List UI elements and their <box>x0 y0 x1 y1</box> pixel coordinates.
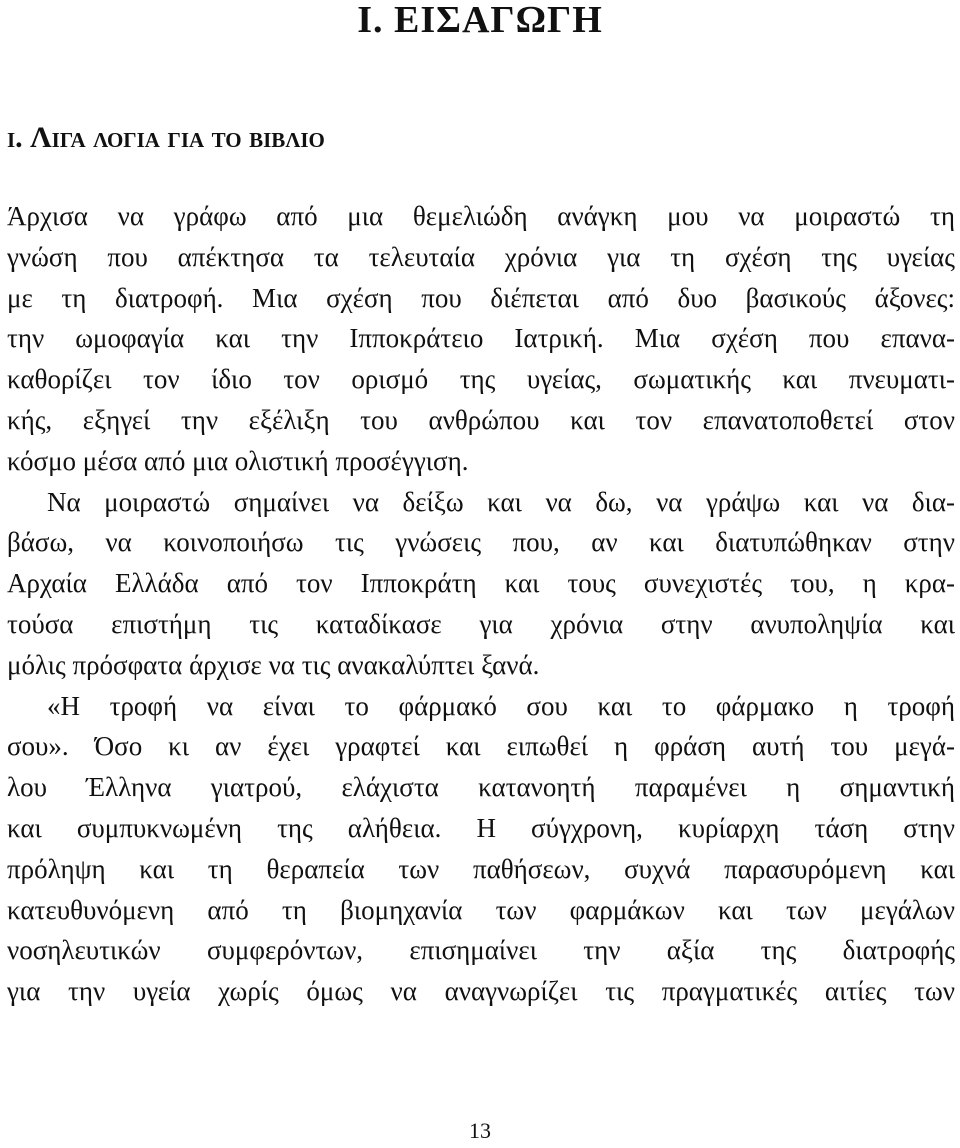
text-line: σου». Όσο κι αν έχει γραφτεί και ειπωθεί η φράση αυτή του μεγά- <box>7 731 955 762</box>
text-line: κατευθυνόμενη από τη βιομηχανία των φαρμάκων και των μεγάλων <box>7 894 955 925</box>
text-line: και συμπυκνωμένη της αλήθεια. Η σύγχρονη, κυρίαρχη τάση στην <box>7 812 955 843</box>
text-line: νοσηλευτικών συμφερόντων, επισημαίνει την αξία της διατροφής <box>7 935 955 966</box>
text-line: «Η τροφή να είναι το φάρμακό σου και το φάρμακο η τροφή <box>47 690 955 721</box>
text-line: κόσμο μέσα από μια ολιστική προσέγγιση. <box>7 445 469 476</box>
text-line: βάσω, να κοινοποιήσω τις γνώσεις που, αν και διατυπώθηκαν στην <box>7 527 955 558</box>
body-text <box>7 196 955 1012</box>
text-line: τούσα επιστήμη τις καταδίκασε για χρόνια στην ανυποληψία και <box>7 608 955 639</box>
text-line: Άρχισα να γράφω από μια θεμελιώδη ανάγκη μου να μοιραστώ τη <box>7 201 955 231</box>
text-line: την ωμοφαγία και την Ιπποκράτειο Ιατρική. Μια σχέση που επανα- <box>7 323 955 354</box>
chapter-title: I. ΕΙΣΑΓΩΓΗ <box>357 0 603 41</box>
text-line: Αρχαία Ελλάδα από τον Ιπποκράτη και τους συνεχιστές του, η κρα- <box>7 568 955 599</box>
text-line: λου Έλληνα γιατρού, ελάχιστα κατανοητή παραμένει η σημαντική <box>7 772 955 803</box>
text-line: με τη διατροφή. Μια σχέση που διέπεται από δυο βασικούς άξονες: <box>7 282 955 313</box>
text-line: γνώση που απέκτησα τα τελευταία χρόνια για τη σχέση της υγείας <box>7 241 955 272</box>
text-line: Να μοιραστώ σημαίνει να δείξω και να δω, να γράψω και να δια- <box>47 486 955 517</box>
section-heading: i. Λιγα λογια για το βιβλιο <box>7 121 325 154</box>
text-line: κής, εξηγεί την εξέλιξη του ανθρώπου και τον επανατοποθετεί στον <box>7 404 955 435</box>
text-line: πρόληψη και τη θεραπεία των παθήσεων, συχνά παρασυρόμενη και <box>7 853 955 884</box>
text-line: για την υγεία χωρίς όμως να αναγνωρίζει τις πραγματικές αιτίες των <box>7 976 955 1007</box>
text-line: καθορίζει τον ίδιο τον ορισμό της υγείας, σωματικής και πνευματι- <box>7 364 955 395</box>
text-line: μόλις πρόσφατα άρχισε να τις ανακαλύπτει ξανά. <box>7 649 540 680</box>
page-number: 13 <box>469 1118 491 1143</box>
